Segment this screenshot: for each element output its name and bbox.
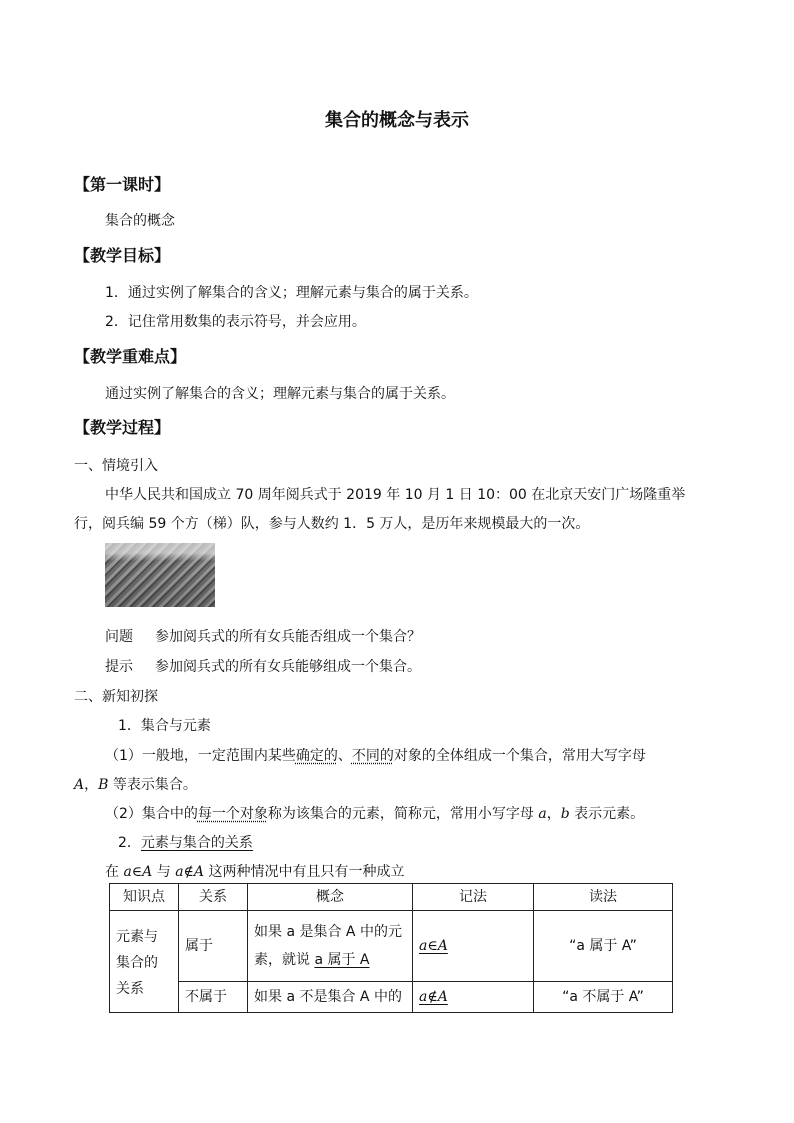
topic-line: 元素与 [116,928,158,945]
definition-paragraph-2 [105,804,644,824]
subheading-set-and-element: 1．集合与元素 [118,718,211,734]
objective-item: 1．通过实例了解集合的含义；理解元素与集合的属于关系。 [105,285,478,301]
table-row [110,911,673,982]
table-header-cell: 概念 [248,884,413,911]
math-var: b [560,806,570,822]
relation-note [105,862,404,882]
text-run-emphasis: 每一个对象 [197,806,268,822]
table-cell-notation [413,982,534,1013]
math-var: a [538,806,547,822]
text-run: 2． [118,835,141,851]
table-cell-notation [413,911,534,982]
intro-heading: 一、情境引入 [74,458,158,474]
text-run: 与 [152,864,176,880]
intro-paragraph-line: 行，阅兵编 59 个方（梯）队，参与人数约 1．5 万人，是历年来规模最大的一次。 [74,516,590,532]
intro-paragraph-line: 中华人民共和国成立 70 周年阅兵式于 2019 年 10 月 1 日 10：00 在北京天安门广场隆重举 [105,487,686,503]
hint-line [105,657,421,677]
math-var: A [74,777,85,793]
definition-paragraph-1-cont [74,775,197,795]
objective-item: 2．记住常用数集的表示符号，并会应用。 [105,314,366,330]
parade-photo [105,543,215,607]
text-run: 在 [105,864,124,880]
table-row [110,982,673,1013]
concept-line [254,946,406,974]
text-run: ， [546,806,561,822]
notation-text: a∈A [419,938,448,954]
text-run: 等表示集合。 [108,777,197,793]
table-cell-reading: “a 属于 A” [534,911,673,982]
table-cell-relation: 不属于 [179,982,248,1013]
table-header-cell: 关系 [179,884,248,911]
new-knowledge-heading: 二、新知初探 [74,689,158,705]
math-var: B [98,777,109,793]
text-run: 表示元素。 [569,806,645,822]
page-title: 集合的概念与表示 [325,110,469,131]
text-run: 这两种情况中有且只有一种成立 [204,864,405,880]
question-text: 参加阅兵式的所有女兵能否组成一个集合？ [155,629,421,645]
table-header-cell: 知识点 [110,884,179,911]
text-run: （1）一般地，一定范围内某些 [105,748,296,764]
subheading-relation [118,833,253,853]
text-run-underlined: 元素与集合的关系 [140,835,253,851]
topic-line: 关系 [116,980,144,997]
hint-text: 参加阅兵式的所有女兵能够组成一个集合。 [155,659,421,675]
text-run: 素，就说 [254,952,315,968]
text-run-emphasis: 不同的 [351,748,394,764]
key-points-text: 通过实例了解集合的含义；理解元素与集合的属于关系。 [105,386,455,402]
notation-text: a∉A [419,989,448,1005]
section-heading-period: 【第一课时】 [74,175,171,194]
math-expr: a∈A [123,864,153,880]
hint-label: 提示 [105,659,133,675]
section-heading-process: 【教学过程】 [74,418,171,437]
text-run: （2）集合中的 [105,806,198,822]
text-run: 对象的全体组成一个集合，常用大写字母 [393,748,646,764]
topic-line: 集合的 [116,954,158,971]
concept-line: 如果 a 是集合 A 中的元 [254,924,402,940]
definition-paragraph-1 [105,746,646,766]
question-label: 问题 [105,629,133,645]
text-run-emphasis: 确定的 [295,748,338,764]
question-line [105,627,421,647]
table-header-row [110,884,673,911]
table-cell-relation: 属于 [179,911,248,982]
relation-table [109,883,673,1013]
table-cell-reading: “a 不属于 A” [534,982,673,1013]
table-topic-cell [110,911,179,1013]
text-run-underlined: a 属于 A [314,952,370,968]
period-text: 集合的概念 [105,213,175,229]
text-run: 称为该集合的元素，简称元，常用小写字母 [267,806,539,822]
text-run: ， [84,777,99,793]
section-heading-objectives: 【教学目标】 [74,246,171,265]
table-cell-concept: 如果 a 不是集合 A 中的 [248,982,413,1013]
table-header-cell: 记法 [413,884,534,911]
text-run: 、 [337,748,352,764]
section-heading-key-points: 【教学重难点】 [74,347,187,366]
math-expr: a∉A [175,864,205,880]
table-header-cell: 读法 [534,884,673,911]
table-cell-concept [248,911,413,982]
